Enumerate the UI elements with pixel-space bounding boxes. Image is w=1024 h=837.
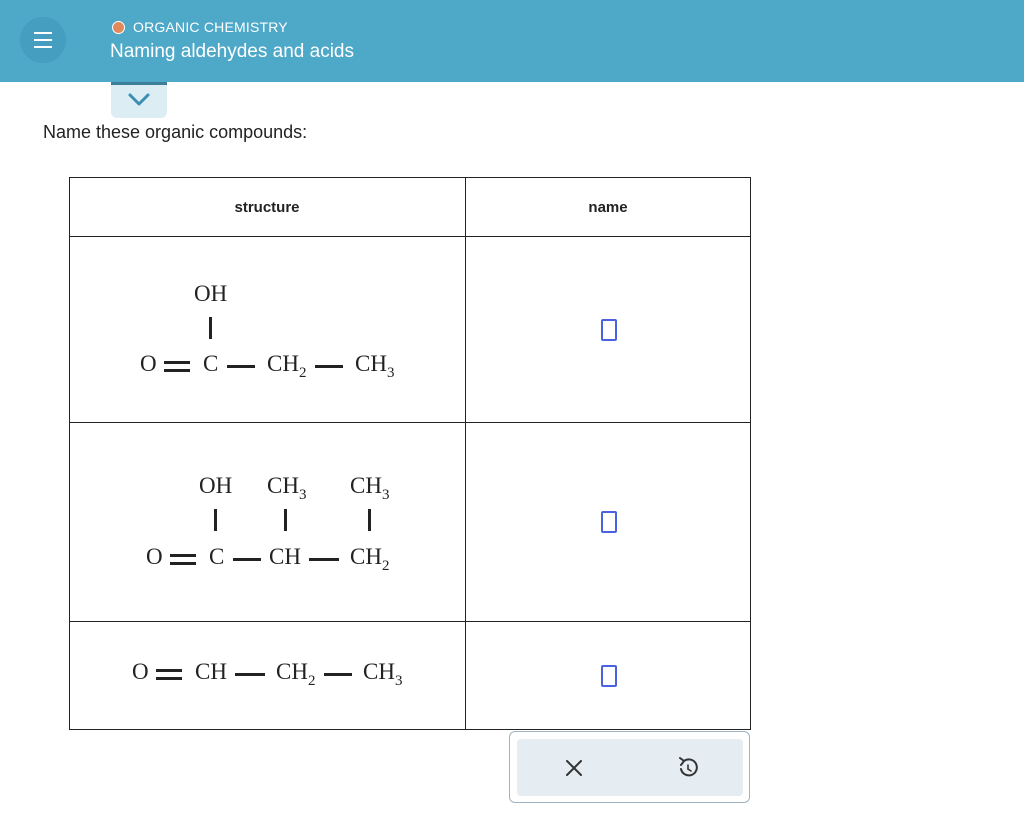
topic-label: ORGANIC CHEMISTRY <box>133 19 288 35</box>
ch3-group: $CH_3$ <box>350 473 390 503</box>
top-bar <box>0 0 1024 82</box>
ch3-group: $CH_3$ <box>355 351 395 381</box>
chevron-down-icon <box>127 92 151 108</box>
topic-row <box>112 18 288 36</box>
structure-cell <box>69 237 465 422</box>
carbon-atom: C <box>209 544 225 569</box>
answer-actions <box>509 731 750 803</box>
structure-cell <box>69 423 465 621</box>
ch-group: CH <box>195 659 227 684</box>
ch2-group: $CH_2$ <box>267 351 307 381</box>
carbon-atom: C <box>203 351 219 376</box>
name-input-1[interactable] <box>601 319 617 341</box>
undo-icon <box>675 755 701 781</box>
name-input-3[interactable] <box>601 665 617 687</box>
hamburger-icon <box>34 32 52 34</box>
page-title: Naming aldehydes and acids <box>110 41 354 62</box>
oxygen-atom: O <box>140 351 157 376</box>
oh-group: OH <box>199 473 233 498</box>
question-prompt: Name these organic compounds: <box>43 122 308 142</box>
ch2-group: $CH_2$ <box>276 659 316 689</box>
header-name: name <box>588 199 628 216</box>
ch3-group: $CH_3$ <box>363 659 403 689</box>
header-structure: structure <box>234 199 300 216</box>
action-bar <box>517 739 743 796</box>
name-input-2[interactable] <box>601 511 617 533</box>
clear-button[interactable] <box>561 755 587 781</box>
ch-group: CH <box>269 544 301 569</box>
oxygen-atom: O <box>146 544 163 569</box>
undo-button[interactable] <box>675 755 701 781</box>
oxygen-atom: O <box>132 659 149 684</box>
menu-button[interactable] <box>20 17 66 63</box>
oh-group: OH <box>194 281 228 306</box>
topic-status-dot <box>112 21 125 34</box>
ch2-group: $CH_2$ <box>350 544 390 574</box>
structure-cell <box>69 622 465 729</box>
expand-button[interactable] <box>111 82 167 118</box>
ch3-group: $CH_3$ <box>267 473 307 503</box>
compounds-table <box>69 177 751 730</box>
close-icon <box>561 755 587 781</box>
